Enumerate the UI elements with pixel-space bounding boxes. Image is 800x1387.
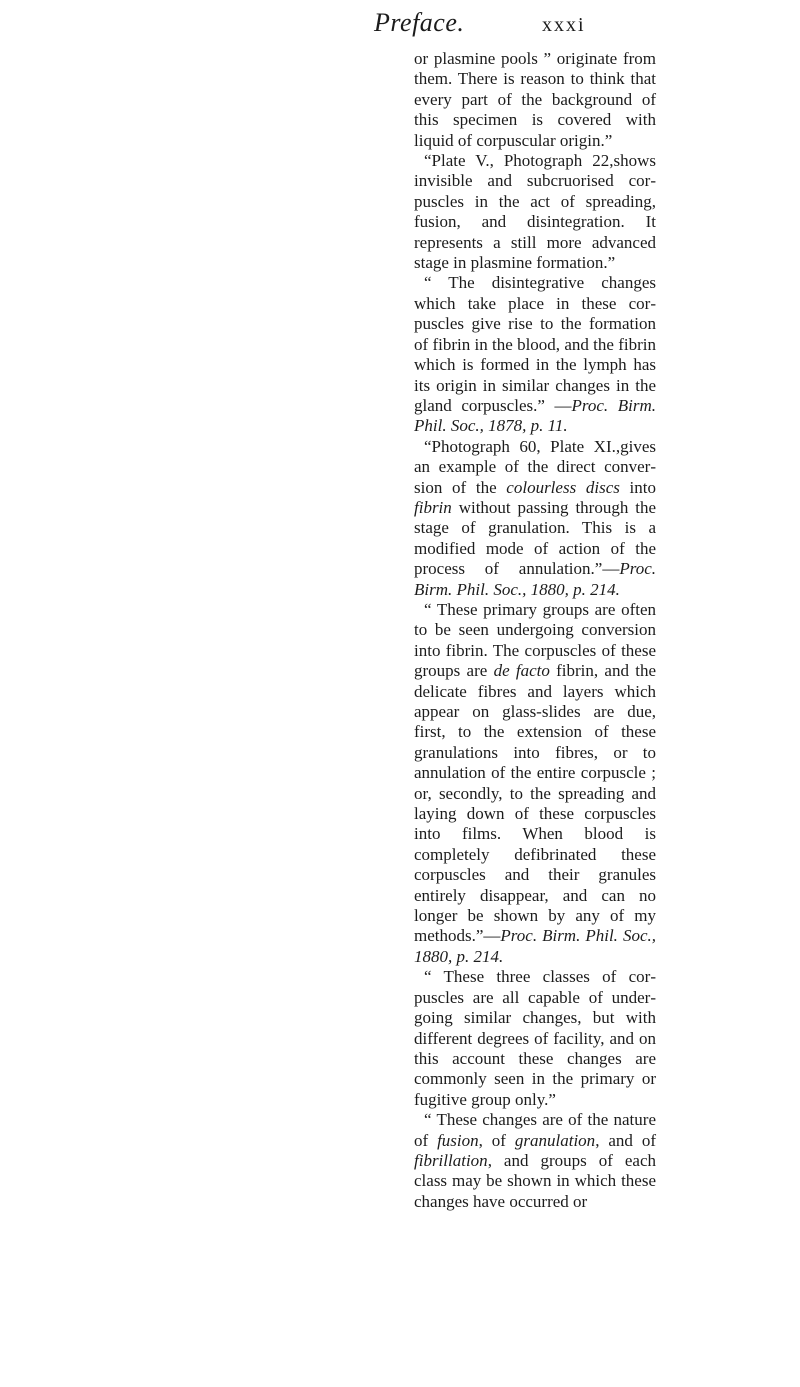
emphasis: granulation [514, 1130, 596, 1150]
emphasis: fibrin [414, 497, 452, 517]
paragraph-text: , and groups of each class may be shown in which these changes have occurred or [414, 1150, 656, 1211]
paragraph-text: , of [478, 1130, 515, 1150]
paragraph-text: or plasmine pools ” originate from them. There is reason to think that every part of the background of this specimen is covered with liquid of corpuscular origin.” [414, 49, 656, 150]
emphasis: fibrillation [414, 1150, 488, 1170]
paragraph-text: fibrin, and the delicate fibres and layers which appear on glass-slides are due, first, to the extension of these granulations into fibres, or to annulation of the entire corpuscle ; or, secondly, to the spreading and laying down of these corpuscles into films. When blood is completely defibrinated these corpuscles and their granules entirely disappear, and can no longer be shown by any of my methods.”— [414, 661, 656, 946]
paragraph-text: “ These changes are of the nature of [414, 1110, 656, 1150]
citation: Proc. Birm. Phil. Soc., 1878, p. 11. [414, 395, 656, 436]
paragraph [414, 151, 656, 273]
emphasis: colourless discs [506, 477, 620, 497]
emphasis: de facto [493, 661, 550, 681]
paragraph-text: “ These three classes of corpuscles are all capable of undergoing similar changes, but with different degrees of facility, and on this account these changes are commonly seen in the primary or fugitive group only.” [414, 967, 656, 1109]
paragraph-text: into [619, 477, 656, 497]
paragraph [414, 273, 656, 436]
paragraph-text: “ These primary groups are often to be seen undergoing conversion into fibrin. The corpuscles of these groups are [414, 599, 656, 681]
page-header [0, 8, 800, 44]
paragraph [414, 437, 656, 600]
text-column [414, 49, 656, 1212]
paragraph-text: , and of [595, 1130, 656, 1150]
paragraph [414, 600, 656, 967]
running-title: Preface. [374, 8, 465, 37]
citation: Proc. Birm. Phil. Soc., 1880, p. 214. [414, 926, 656, 966]
paragraph-text: “Photograph 60, Plate XI.,gives an example of the direct conversion of the [414, 436, 656, 497]
citation: Proc. Birm. Phil. Soc., 1880, p. 214. [414, 559, 656, 599]
paragraph-text: “ The disintegrative changes which take place in these corpuscles give rise to the formation of fibrin in the blood, and the fibrin which is formed in the lymph has its origin in similar changes in the gland corpuscles.” — [414, 273, 656, 415]
paragraph [414, 1110, 656, 1212]
paragraph [414, 49, 656, 151]
page-number: xxxi [542, 14, 586, 36]
paragraph-text: without passing through the stage of granulation. This is a modified mode of action of the process of annulation.”— [414, 497, 656, 579]
emphasis: fusion [437, 1130, 479, 1150]
paragraph [414, 967, 656, 1110]
paragraph-text: “Plate V., Photograph 22,shows invisible and subcruorised corpuscles in the act of spreading, fusion, and disintegration. It represents a still more advanced stage in plasmine formation.” [414, 151, 656, 273]
